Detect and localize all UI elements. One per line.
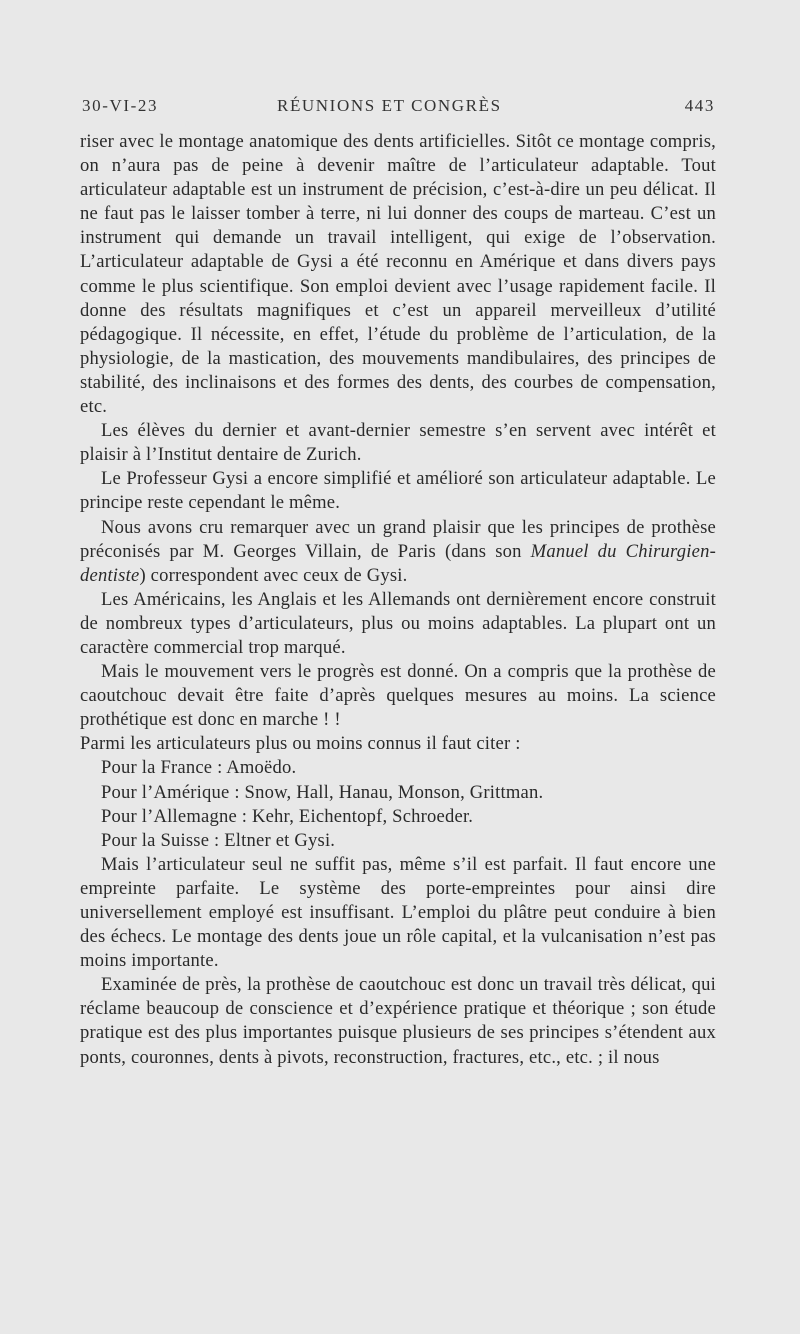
paragraph-4-after: ) correspondent avec ceux de Gysi. <box>139 564 408 586</box>
header-date: 30-VI-23 <box>82 96 159 115</box>
paragraph-7: Parmi les articulateurs plus ou moins connus il faut citer : <box>80 733 521 755</box>
running-header <box>82 96 715 126</box>
paragraph-8: Mais l’articulateur seul ne suffit pas, même s’il est parfait. Il faut encore une empreinte parfaite. Le système des porte-empreintes pour ainsi dire universellement employé est insuffisant. L’emploi du plâtre peut conduire à bien des échecs. Le montage des dents joue un rôle capital, et la vulcanisation n’est pas moins importante. <box>80 853 716 972</box>
page-number: 443 <box>684 96 715 115</box>
paragraph-3: Le Professeur Gysi a encore simplifié et amélioré son articulateur adaptable. Le principe reste cependant le même. <box>80 468 716 514</box>
paragraph-9: Examinée de près, la prothèse de caoutchouc est donc un travail très délicat, qui réclame beaucoup de conscience et d’expérience pratique et théorique ; son étude pratique est des plus importantes puisque plusieurs de ses principes s’étendent aux ponts, couronnes, dents à pivots, reconstruction, fractures, etc., etc. ; il nous <box>80 974 716 1068</box>
list-item-germany: Pour l’Allemagne : Kehr, Eichentopf, Schroeder. <box>101 805 474 827</box>
list-item-france: Pour la France : Amoëdo. <box>101 757 297 779</box>
paragraph-4 <box>80 516 716 588</box>
header-title: RÉUNIONS ET CONGRÈS <box>277 96 502 115</box>
list-item-america: Pour l’Amérique : Snow, Hall, Hanau, Monson, Grittman. <box>101 781 544 803</box>
paragraph-4-before: Nous avons cru remarquer avec un grand plaisir que les principes de prothèse préconisés par M. Georges Villain, de Paris (dans son <box>80 516 716 562</box>
paragraph-6: Mais le mouvement vers le progrès est donné. On a compris que la prothèse de caoutchouc devait être faite d’après quelques mesures au moins. La science prothétique est donc en marche ! ! <box>80 661 716 731</box>
paragraph-1: riser avec le montage anatomique des dents artificielles. Sitôt ce montage compris, on n’aura pas de peine à devenir maître de l’articulateur adaptable. Tout articulateur adaptable est un instrument de précision, c’est-à-dire un peu délicat. Il ne faut pas le laisser tomber à terre, ni lui donner des coups de marteau. C’est un instrument qui demande un travail intelligent, qui exige de l’observation. L’articulateur adaptable de Gysi a été reconnu en Amérique et dans divers pays comme le plus scientifique. Son emploi devient avec l’usage rapidement facile. Il donne des résultats magnifiques et c’est un appareil merveilleux d’utilité pédagogique. Il nécessite, en effet, l’étude du problème de l’articulation, de la physiologie, de la mastication, des mouvements mandibulaires, des principes de stabilité, des inclinaisons et des formes des dents, des courbes de compensation, etc. <box>80 131 716 418</box>
article-body <box>80 130 716 1070</box>
list-item-switzerland: Pour la Suisse : Eltner et Gysi. <box>101 829 336 851</box>
book-title: Manuel du Chirurgien-dentiste <box>80 540 716 586</box>
paragraph-2: Les élèves du dernier et avant-dernier semestre s’en servent avec intérêt et plaisir à l’Institut dentaire de Zurich. <box>80 420 716 466</box>
paragraph-5: Les Américains, les Anglais et les Allemands ont dernièrement encore construit de nombreux types d’articulateurs, plus ou moins adaptables. La plupart ont un caractère commercial trop marqué. <box>80 588 716 658</box>
